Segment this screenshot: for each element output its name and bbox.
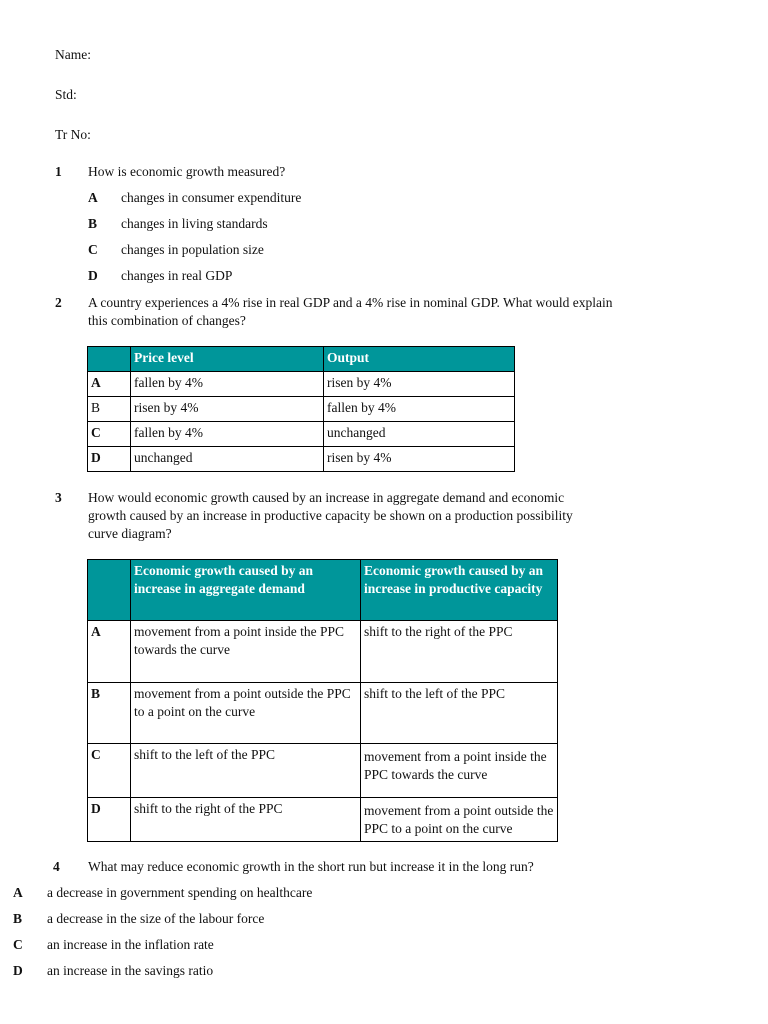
q3-row-c-letter: C bbox=[88, 744, 131, 798]
q1-text: How is economic growth measured? bbox=[88, 164, 286, 179]
q2-row-b-letter: B bbox=[88, 397, 131, 422]
q3-row-a-pc: shift to the right of the PPC bbox=[361, 621, 558, 683]
q2-text-line2: this combination of changes? bbox=[88, 313, 246, 328]
table-row bbox=[88, 798, 558, 842]
q3-row-b-ad: movement from a point outside the PPC to a point on the curve bbox=[131, 683, 361, 744]
q3-row-a-letter: A bbox=[88, 621, 131, 683]
table-row bbox=[88, 372, 515, 397]
q2-row-a-price: fallen by 4% bbox=[131, 372, 324, 397]
q3-row-b-letter: B bbox=[88, 683, 131, 744]
q2-row-c-letter: C bbox=[88, 422, 131, 447]
q2-header-price: Price level bbox=[131, 347, 324, 372]
q3-text-line1: How would economic growth caused by an increase in aggregate demand and economic bbox=[88, 490, 565, 505]
q2-number: 2 bbox=[55, 295, 62, 310]
q4-option-b-letter: B bbox=[13, 911, 23, 926]
q3-header-aggregate-demand: Economic growth caused by an increase in aggregate demand bbox=[131, 560, 361, 621]
q1-option-d-text: changes in real GDP bbox=[121, 268, 233, 283]
q2-row-d-letter: D bbox=[88, 447, 131, 472]
table-row bbox=[88, 683, 558, 744]
q3-row-d-pc: movement from a point outside the PPC to a point on the curve bbox=[364, 803, 554, 836]
table-row bbox=[88, 422, 515, 447]
q2-header-output: Output bbox=[324, 347, 515, 372]
q2-row-b-price: risen by 4% bbox=[131, 397, 324, 422]
q3-header-blank bbox=[88, 560, 131, 621]
q4-option-b-text: a decrease in the size of the labour force bbox=[47, 911, 265, 926]
q2-row-d-price: unchanged bbox=[131, 447, 324, 472]
q3-number: 3 bbox=[55, 490, 62, 505]
q3-row-d-letter: D bbox=[88, 798, 131, 842]
q4-option-d-letter: D bbox=[13, 963, 23, 978]
q2-header-blank bbox=[88, 347, 131, 372]
q4-option-c-letter: C bbox=[13, 937, 23, 952]
q2-row-d-output: risen by 4% bbox=[324, 447, 515, 472]
q2-row-c-output: unchanged bbox=[324, 422, 515, 447]
table-row bbox=[88, 447, 515, 472]
q3-table bbox=[87, 559, 558, 842]
std-label: Std: bbox=[55, 87, 77, 102]
q1-option-b-text: changes in living standards bbox=[121, 216, 268, 231]
q1-option-a-text: changes in consumer expenditure bbox=[121, 190, 302, 205]
q3-text-line3: curve diagram? bbox=[88, 526, 172, 541]
q1-option-c-letter: C bbox=[88, 242, 98, 257]
q3-text-line2: growth caused by an increase in productive capacity be shown on a production possibility bbox=[88, 508, 573, 523]
q2-table-header-row bbox=[88, 347, 515, 372]
q4-option-a-text: a decrease in government spending on healthcare bbox=[47, 885, 313, 900]
tr-no-label: Tr No: bbox=[55, 127, 91, 142]
q2-table bbox=[87, 346, 515, 472]
q4-option-c-text: an increase in the inflation rate bbox=[47, 937, 214, 952]
q1-option-b-letter: B bbox=[88, 216, 98, 231]
q3-row-d-ad: shift to the right of the PPC bbox=[131, 798, 361, 842]
table-row bbox=[88, 744, 558, 798]
q2-row-b-output: fallen by 4% bbox=[324, 397, 515, 422]
q3-header-productive-capacity: Economic growth caused by an increase in productive capacity bbox=[361, 560, 558, 621]
q1-option-a-letter: A bbox=[88, 190, 98, 205]
q1-option-d-letter: D bbox=[88, 268, 98, 283]
q4-option-d-text: an increase in the savings ratio bbox=[47, 963, 214, 978]
q1-option-c-text: changes in population size bbox=[121, 242, 264, 257]
q2-row-a-letter: A bbox=[88, 372, 131, 397]
q3-row-a-ad: movement from a point inside the PPC towards the curve bbox=[131, 621, 361, 683]
q3-row-d-pc-cell bbox=[361, 798, 558, 842]
table-row bbox=[88, 621, 558, 683]
table-row bbox=[88, 397, 515, 422]
q2-row-c-price: fallen by 4% bbox=[131, 422, 324, 447]
name-label: Name: bbox=[55, 47, 91, 62]
q3-table-header-row bbox=[88, 560, 558, 621]
q2-row-a-output: risen by 4% bbox=[324, 372, 515, 397]
q3-row-c-ad: shift to the left of the PPC bbox=[131, 744, 361, 798]
q3-row-b-pc: shift to the left of the PPC bbox=[361, 683, 558, 744]
q2-text-line1: A country experiences a 4% rise in real GDP and a 4% rise in nominal GDP. What would explain bbox=[88, 295, 613, 310]
q4-text: What may reduce economic growth in the short run but increase it in the long run? bbox=[88, 859, 534, 874]
q1-number: 1 bbox=[55, 164, 62, 179]
q4-number: 4 bbox=[53, 859, 60, 874]
q3-row-c-pc: movement from a point inside the PPC towards the curve bbox=[361, 744, 558, 798]
q4-option-a-letter: A bbox=[13, 885, 23, 900]
